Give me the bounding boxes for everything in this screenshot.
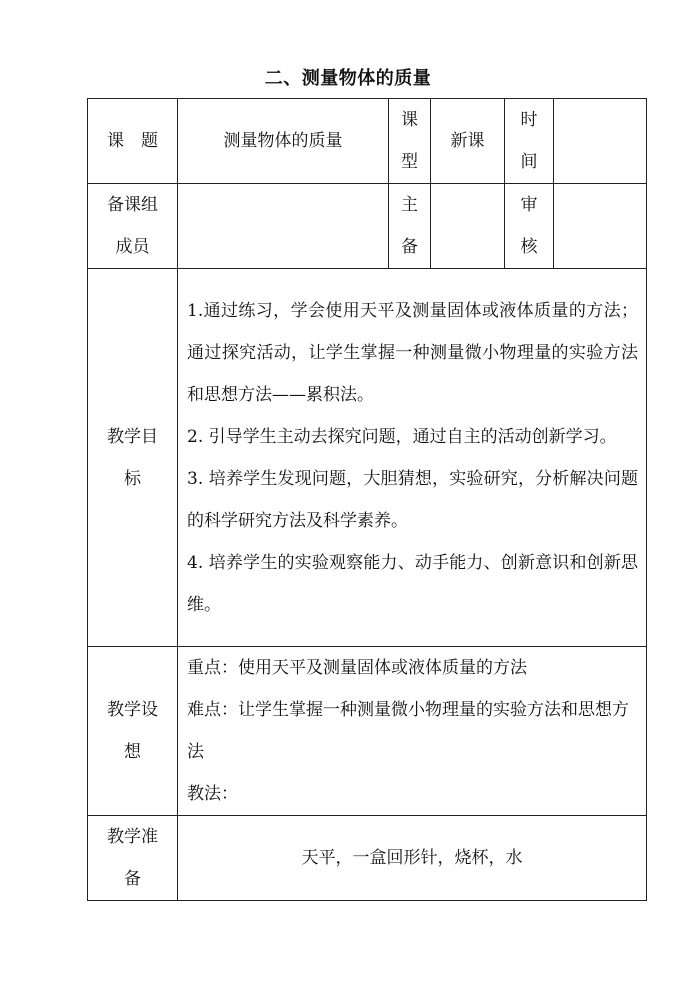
design-content-cell (178, 647, 647, 816)
preparation-content-cell (178, 816, 647, 901)
goals-label-line1: 教学目 (107, 426, 158, 447)
goals-row (88, 269, 647, 647)
members-label-line2: 成员 (115, 237, 150, 257)
lead-label-line2: 备 (401, 237, 418, 257)
goal-item: 2. 引导学生主动去探究问题，通过自主的活动创新学习。 (187, 426, 617, 447)
time-label-line2: 间 (520, 152, 538, 172)
type-label-line1: 课 (401, 110, 418, 130)
topic-value-cell (178, 99, 389, 184)
review-value-cell (554, 184, 647, 269)
review-label-line1: 审 (520, 195, 538, 215)
lead-value-cell (431, 184, 505, 269)
preparation-label-line2: 备 (124, 869, 141, 889)
time-value-cell (554, 99, 647, 184)
members-row (88, 184, 647, 269)
type-value: 新课 (450, 131, 485, 151)
members-label-cell (88, 184, 178, 269)
design-label-line2: 想 (124, 742, 141, 762)
preparation-value: 天平，一盒回形针，烧杯，水 (301, 848, 523, 868)
review-label-cell (505, 184, 554, 269)
design-difficulty: 难点：让学生掌握一种测量微小物理量的实验方法和思想方法 (187, 700, 629, 762)
topic-value: 测量物体的质量 (223, 131, 343, 151)
goals-label-line2: 标 (124, 468, 141, 489)
lesson-plan-table (87, 98, 647, 901)
goal-item: 4. 培养学生的实验观察能力、动手能力、创新意识和创新思维。 (187, 552, 638, 615)
design-label-line1: 教学设 (107, 700, 158, 720)
design-row (88, 647, 647, 816)
lead-label-cell (389, 184, 431, 269)
design-method: 教法： (187, 784, 238, 804)
type-value-cell (431, 99, 505, 184)
topic-row (88, 99, 647, 184)
members-label-line1: 备课组 (107, 195, 158, 215)
goal-item: 1.通过练习，学会使用天平及测量固体或液体质量的方法；通过探究活动，让学生掌握一种测量微小物理量的实验方法和思想方法——累积法。 (187, 300, 638, 405)
goals-label-cell (88, 269, 178, 647)
preparation-row (88, 816, 647, 901)
type-label-line2: 型 (401, 152, 418, 172)
goals-content-cell (178, 269, 647, 647)
time-label-line1: 时 (520, 110, 538, 130)
preparation-label-cell (88, 816, 178, 901)
review-label-line2: 核 (520, 237, 538, 257)
design-label-cell (88, 647, 178, 816)
preparation-label-line1: 教学准 (107, 827, 158, 847)
design-key-point: 重点：使用天平及测量固体或液体质量的方法 (187, 658, 527, 678)
time-label-cell (505, 99, 554, 184)
page-title: 二、测量物体的质量 (264, 68, 432, 89)
goal-item: 3. 培养学生发现问题，大胆猜想，实验研究，分析解决问题的科学研究方法及科学素养。 (187, 468, 638, 531)
type-label-cell (389, 99, 431, 184)
topic-label: 课 题 (107, 131, 158, 151)
lead-label-line1: 主 (401, 195, 418, 215)
members-value-cell (178, 184, 389, 269)
topic-label-cell (88, 99, 178, 184)
